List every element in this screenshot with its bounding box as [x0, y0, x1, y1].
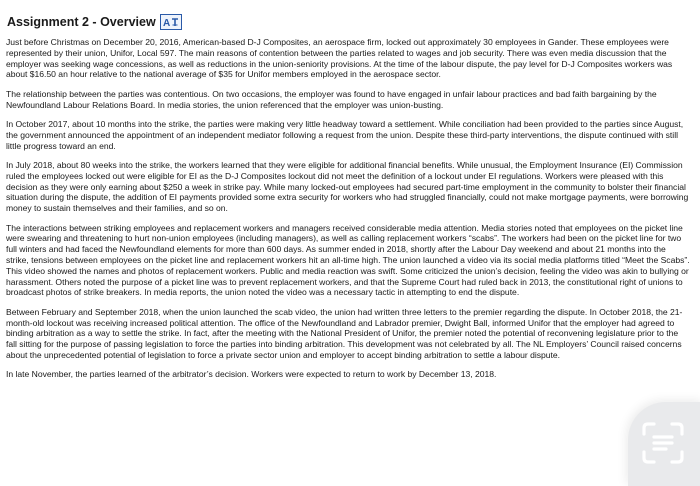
text-scan-icon: [640, 420, 686, 466]
svg-text:A: A: [162, 18, 170, 28]
paragraph: Between February and September 2018, when the union launched the scab video, the union had written three letters to the premier regarding the dispute. In October 2018, the 21-month-old lockout was receiving increased political attention. The office of the Newfoundland and Labrador premier, Dwight Ball, informed Unifor that the employer had agreed to binding arbitration as a way to settle the strike. In fact, after the meeting with the National President of Unifor, the premier noted the potential of reconvening legislature prior to the fall sitting for the purpose of passing legislation to force the parties into binding arbitration. This development was not celebrated by all. The NL Employers’ Council raised concerns about the unprecedented potential of legislation to force a private sector union and employer to accept binding arbitration to settle a labour dispute.: [6, 306, 683, 360]
paragraph: Just before Christmas on December 20, 2016, American-based D-J Composites, an aerospace firm, locked out approximately 30 employees in Gander. These employees were represented by their union, Unifor, Local 597. The main reasons of contention between the parties related to wages and job security. There was even media discussion that the employer was seeking wage concessions, as well as reductions in the union-seniority provisions. At the time of the labour dispute, the pay level for D-J Composites workers was about $16.50 an hour relative to the national average of $35 for Unifor members employed in the aerospace sector.: [6, 37, 673, 80]
page-title: Assignment 2 - Overview: [7, 15, 156, 29]
document-heading: [7, 14, 690, 30]
paragraph: The interactions between striking employees and replacement workers and managers received considerable media attention. Media stories noted that employees on the picket line were swearing and threatening to hurt non-union employees (including managers), as well as calling replacement workers “scabs”. The workers had been on the picket line for two full winters and had faced the Newfoundland elements for more than 600 days. As summer ended in 2018, shortly after the Labour Day weekend and about 21 months into the strike, tensions between employees on the picket line and replacement workers hit an all-time high. The union launched a video via its social media platforms titled “Meet the Scabs”. This video showed the names and photos of replacement workers. Public and media reaction was swift. Some criticized the union’s decision, feeling the video was akin to bullying or harassment. Others noted the purpose of a picket line was to prevent replacement workers, and that the Supreme Court had ruled back in 2013, the constitutional right of unions to broadcast photos of strike breakers. In media reports, the union noted the video was a necessary tactic in attempting to end the dispute.: [6, 222, 690, 298]
paragraph: In October 2017, about 10 months into the strike, the parties were making very little headway toward a settlement. While conciliation had been provided to the parties since August, the government announced the appointment of an independent mediator following a request from the union. Despite these third-party interventions, the dispute continued with still little progress toward an end.: [6, 118, 684, 151]
text-box-icon[interactable]: [160, 14, 182, 30]
document-body: [6, 14, 690, 389]
paragraph: The relationship between the parties was contentious. On two occasions, the employer was found to have engaged in unfair labour practices and bad faith bargaining by the Newfoundland Labour Relations Board. In media stories, the union referenced that the employer was union-busting.: [6, 88, 657, 110]
paragraph: In late November, the parties learned of the arbitrator’s decision. Workers were expected to return to work by December 13, 2018.: [6, 369, 497, 380]
text-scan-button[interactable]: [628, 402, 700, 486]
paragraph: In July 2018, about 80 weeks into the strike, the workers learned that they were eligible for additional financial benefits. While unusual, the Employment Insurance (EI) Commission ruled the employees locked out were eligible for EI as the D-J Composites lockout did not meet the definition of a lockout under EI regulations. Workers were pleased with this decision as they were only earning about $250 a week in strike pay. While many locked-out employees had secured part-time employment in the community to bolster their financial situation during the dispute, the addition of EI payments provided some extra security for workers who had struggled financially, could not make mortgage payments, were borrowing money to sustain themselves and their families, and so on.: [6, 159, 689, 214]
